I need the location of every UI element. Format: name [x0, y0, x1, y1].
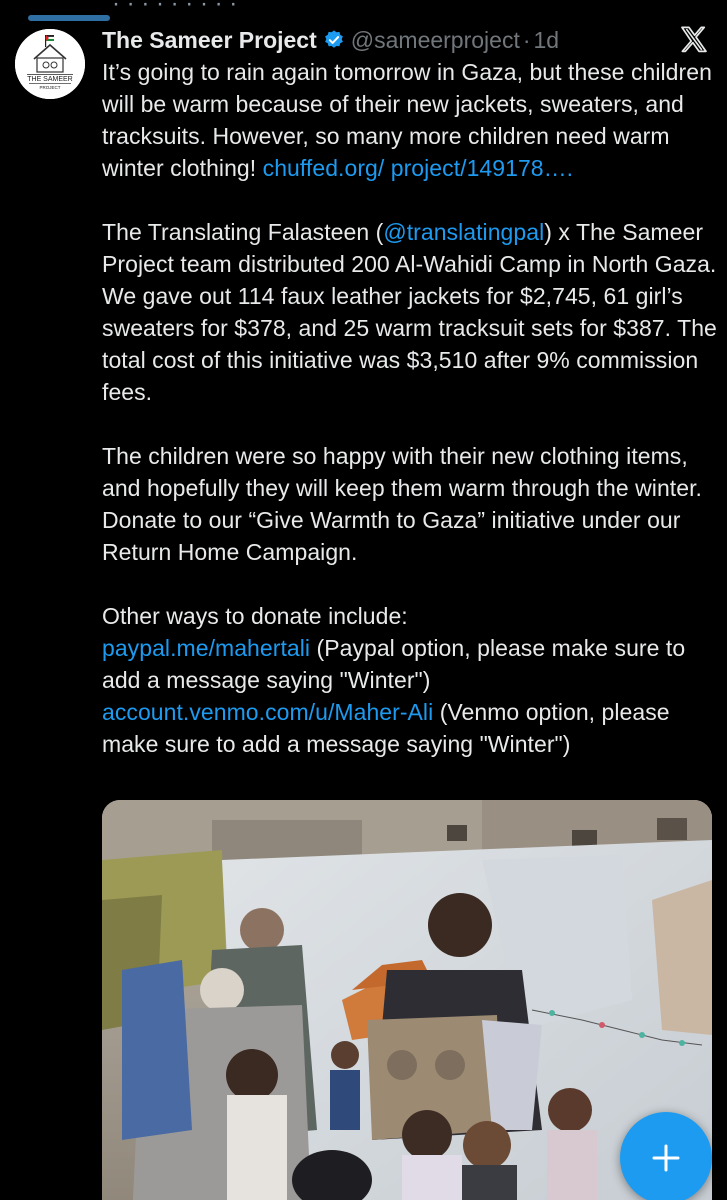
author-name[interactable]: The Sameer Project — [102, 26, 317, 53]
tweet-media-image[interactable] — [102, 800, 712, 1200]
avatar-text-top: THE SAMEER — [27, 76, 73, 83]
chuffed-link[interactable]: chuffed.org/ project/149178…. — [262, 155, 574, 181]
distribution-photo — [102, 800, 712, 1200]
donate-intro: Other ways to donate include: — [102, 603, 408, 629]
venmo-note: (Venmo option, please make sure to add a message saying "Winter") — [102, 699, 670, 757]
paypal-link[interactable]: paypal.me/mahertali — [102, 635, 311, 661]
previous-link-fragment — [28, 15, 110, 21]
plus-icon — [651, 1143, 681, 1173]
previous-text-fragment: · · · · · · · · · — [112, 0, 238, 17]
translatingpal-mention[interactable]: @translatingpal — [383, 219, 545, 245]
tweet-header — [102, 24, 559, 56]
paragraph-1-text: It’s going to rain again tomorrow in Gaza, but these children will be warm because of their new jackets, sweaters, and tracksuits. However, so many more children need warm winter clothing! — [102, 59, 712, 181]
paragraph-3: The children were so happy with their new clothing items, and hopefully they will keep them warm through the winter. Donate to our “Give Warmth to Gaza” initiative under our Return Home Campaign. — [102, 443, 702, 565]
paypal-note: (Paypal option, please make sure to add a message saying "Winter") — [102, 635, 686, 693]
author-handle[interactable]: @sameerproject — [350, 26, 520, 53]
compose-button[interactable] — [620, 1112, 712, 1200]
avatar[interactable] — [15, 29, 85, 99]
paragraph-4 — [102, 600, 717, 760]
x-logo-icon — [678, 24, 710, 56]
verified-badge-icon — [323, 29, 345, 51]
sameer-project-logo — [15, 29, 85, 99]
avatar-text-bottom: PROJECT — [39, 85, 61, 90]
tweet-timestamp[interactable]: 1d — [533, 26, 560, 53]
previous-tweet-fragment — [0, 0, 727, 22]
venmo-link[interactable]: account.venmo.com/u/Maher-Ali — [102, 699, 434, 725]
separator-dot: · — [522, 26, 531, 53]
paragraph-2-post: ) x The Sameer Project team distributed 200 Al-Wahidi Camp in North Gaza. We gave out 114 faux leather jackets for $2,745, 61 girl’s sweaters for $378, and 25 warm tracksuit sets for $387. The total cost of this initiative was $3,510 after 9% commission fees. — [102, 219, 717, 405]
tweet-text — [102, 56, 717, 760]
paragraph-2 — [102, 216, 717, 408]
paragraph-2-pre: The Translating Falasteen ( — [102, 219, 384, 245]
paragraph-1 — [102, 56, 717, 184]
